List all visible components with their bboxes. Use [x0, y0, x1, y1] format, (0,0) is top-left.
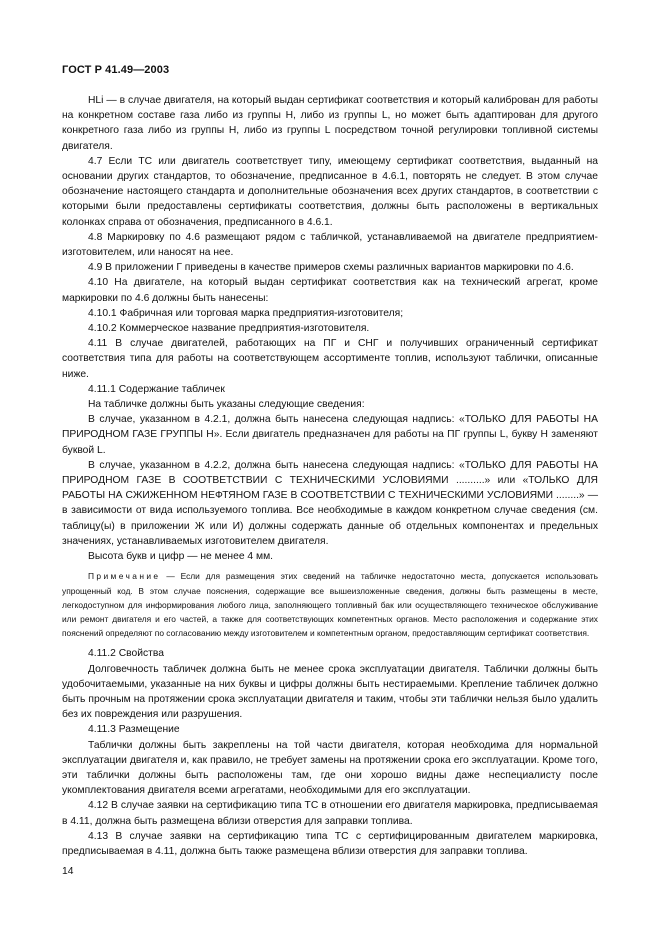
paragraph-case-4-2-1: В случае, указанном в 4.2.1, должна быть нанесена следующая надпись: «ТОЛЬКО ДЛЯ РАБОТЫ НА ПРИРОДНОМ ГАЗЕ ГРУППЫ Н». Если двигатель предназначен для работы на ПГ группы L, букву Н заменяют буквой L. [62, 414, 598, 456]
paragraph-properties: Долговечность табличек должна быть не менее срока эксплуатации двигателя. Таблички должны быть удобочитаемыми, указанные на них буквы и цифры должны быть нестираемыми. Крепление табличек должно быть прочным на протяжении срока эксплуатации двигателя и таким, чтобы эти таблички нельзя было удалить без их повреждения или разрушения. [62, 663, 598, 721]
paragraph-4-12: 4.12 В случае заявки на сертификацию типа ТС в отношении его двигателя маркировка, предписываемая в 4.11, должна быть размещена вблизи отверстия для заправки топлива. [62, 800, 598, 827]
note-paragraph [62, 569, 598, 640]
subheading-4-11-1: 4.11.1 Содержание табличек [88, 383, 225, 395]
paragraph-letter-height: Высота букв и цифр — не менее 4 мм. [88, 551, 274, 563]
paragraph-4-9: 4.9 В приложении Г приведены в качестве примеров схемы различных вариантов маркировки по 4.6. [88, 262, 574, 274]
paragraph-4-10-1: 4.10.1 Фабричная или торговая марка предприятия-изготовителя; [88, 307, 404, 319]
note-label: Примечание [88, 571, 161, 582]
paragraph-case-4-2-2: В случае, указанном в 4.2.2, должна быть нанесена следующая надпись: «ТОЛЬКО ДЛЯ РАБОТЫ НА ПРИРОДНОМ ГАЗЕ В СООТВЕТСТВИИ С ТЕХНИЧЕСКИМИ УСЛОВИЯМИ ..........» или «ТОЛЬКО ДЛЯ РАБОТЫ НА СЖИЖЕННОМ НЕФТЯНОМ ГАЗЕ В СООТВЕТСТВИИ С ТЕХНИЧЕСКИМИ УСЛОВИЯМИ ........» — в зависимости от вида используемого топлива. Все необходимые в каждом конкретном случае сведения (см. таблицу(ы) в приложении Ж или И) должны содержать данные об отдельных компонентах и предельных значениях, устанавливаемых изготовителем двигателя. [62, 459, 598, 547]
paragraph-4-10: 4.10 На двигателе, на который выдан сертификат соответствия как на технический агрегат, кроме маркировки по 4.6 должны быть нанесены: [62, 277, 598, 304]
subheading-4-11-3: 4.11.3 Размещение [88, 724, 180, 736]
paragraph-4-13: 4.13 В случае заявки на сертификацию типа ТС с сертифицированным двигателем маркировка, предписываемая в 4.11, должна быть также размещена вблизи отверстия для заправки топлива. [62, 830, 598, 857]
paragraph-hl: HLi — в случае двигателя, на который выдан сертификат соответствия и который калиброван для работы на конкретном составе газа либо из группы Н, либо из группы L, но может быть адаптирован для другого конкретного газа либо из группы Н, либо из группы L посредством точной регулировки топливной системы двигателя. [62, 95, 598, 152]
paragraph-4-8: 4.8 Маркировку по 4.6 размещают рядом с табличкой, устанавливаемой на двигателе предприятием-изготовителем, или наносят на нее. [62, 231, 598, 259]
paragraph-placement: Таблички должны быть закреплены на той части двигателя, которая необходима для нормальной эксплуатации двигателя и, как правило, не требует замены на протяжении срока его эксплуатации. Кроме того, эти таблички должны быть расположены там, где они хорошо видны даже неспециалисту после укомплектования двигателя всеми агрегатами, необходимыми для его эксплуатации. [62, 739, 598, 797]
document-body [62, 93, 598, 859]
page-number: 14 [62, 866, 74, 877]
paragraph-4-7: 4.7 Если ТС или двигатель соответствует типу, имеющему сертификат соответствия, выданный на основании других стандартов, то обозначение, предписанное в 4.6.1, повторять не следует. В этом случае обозначение настоящего стандарта и дополнительные обозначения всех других стандартов, в соответствии с которыми были предоставлены сертификаты соответствия, должны быть расположены в вертикальных колонках справа от обозначения, предписанного в 4.6.1. [62, 155, 598, 228]
paragraph-4-11: 4.11 В случае двигателей, работающих на ПГ и СНГ и получивших ограниченный сертификат соответствия типа для работы на соответствующем ассортименте топлив, используют таблички, описанные ниже. [62, 338, 598, 380]
paragraph-plate-info: На табличке должны быть указаны следующие сведения: [88, 399, 365, 411]
note-text: — Если для размещения этих сведений на табличке недостаточно места, допускается использовать упрощенный код. В этом случае пояснения, содержащие все вышеизложенные сведения, должны быть размещены в месте, легкодоступном для информирования любого лица, заполняющего топливный бак или осуществляющего техническое обслуживание или ремонт двигателя и его частей, а также для соответствующих компетентных органов. Место расположения и содержание этих пояснений определяют по согласованию между изготовителем и компетентным органом, предоставляющим сертификат соответствия. [62, 571, 598, 639]
paragraph-4-10-2: 4.10.2 Коммерческое название предприятия-изготовителя. [88, 323, 370, 335]
subheading-4-11-2: 4.11.2 Свойства [88, 648, 164, 660]
page-header: ГОСТ Р 41.49—2003 [62, 64, 170, 76]
